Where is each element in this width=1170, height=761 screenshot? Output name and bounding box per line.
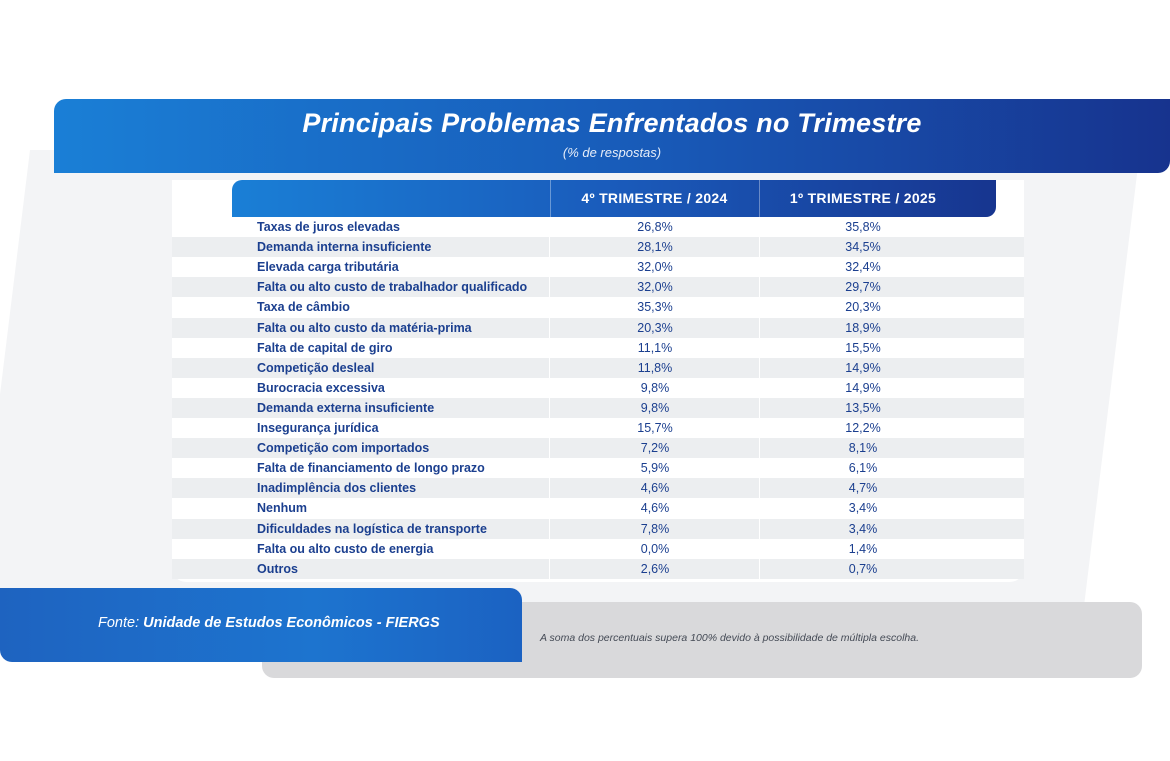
value-2024: 9,8% [640, 380, 670, 395]
value-2025: 8,1% [848, 441, 878, 456]
column-header-2025: 1º TRIMESTRE / 2025 [789, 190, 937, 206]
source-name: Unidade de Estudos Econômicos - FIERGS [143, 615, 440, 631]
value-2024: 9,8% [640, 400, 670, 415]
header-divider [550, 180, 551, 217]
row-label: Taxas de juros elevadas [257, 220, 400, 234]
value-2025: 4,7% [848, 481, 878, 496]
value-2024: 32,0% [637, 280, 673, 295]
value-2025: 35,8% [845, 220, 881, 234]
value-2024: 20,3% [637, 320, 673, 335]
row-label: Inadimplência dos clientes [257, 481, 417, 496]
value-2024: 11,1% [637, 340, 673, 355]
value-2025: 6,1% [848, 461, 878, 476]
source-prefix: Fonte: [98, 615, 144, 631]
row-label: Competição com importados [257, 441, 430, 456]
value-2024: 7,2% [640, 441, 670, 456]
column-divider [549, 217, 550, 582]
value-2025: 13,5% [845, 400, 881, 415]
header-divider [759, 180, 760, 217]
value-2024: 35,3% [637, 300, 673, 315]
value-2024: 4,6% [640, 501, 670, 516]
value-2025: 3,4% [848, 521, 878, 536]
row-label: Dificuldades na logística de transporte [257, 521, 487, 536]
value-2025: 32,4% [845, 260, 881, 275]
row-label: Elevada carga tributária [257, 260, 399, 275]
value-2025: 18,9% [845, 320, 881, 335]
value-2025: 3,4% [848, 501, 878, 516]
row-label: Taxa de câmbio [257, 300, 350, 315]
value-2024: 28,1% [637, 240, 673, 255]
value-2024: 5,9% [640, 461, 670, 476]
value-2025: 20,3% [845, 300, 881, 315]
value-2025: 29,7% [845, 280, 881, 295]
value-2024: 15,7% [637, 421, 673, 435]
chart-subtitle: (% de respostas) [562, 145, 662, 160]
column-header-2024: 4º TRIMESTRE / 2024 [581, 190, 728, 206]
row-label: Competição desleal [257, 360, 375, 375]
row-label: Demanda interna insuficiente [257, 240, 432, 255]
value-2024: 0,0% [640, 541, 670, 556]
value-2024: 26,8% [637, 220, 673, 234]
footnote: A soma dos percentuais supera 100% devido à possibilidade de múltipla escolha. [540, 632, 920, 644]
value-2025: 34,5% [845, 240, 881, 255]
row-label: Burocracia excessiva [257, 380, 385, 395]
row-label: Falta ou alto custo de trabalhador qualificado [257, 280, 528, 295]
row-label: Insegurança jurídica [257, 421, 379, 435]
row-label: Falta de financiamento de longo prazo [257, 461, 485, 476]
value-2025: 0,7% [848, 561, 878, 576]
row-label: Falta ou alto custo de energia [257, 541, 434, 556]
value-2025: 14,9% [845, 380, 881, 395]
source-text [98, 615, 440, 631]
value-2025: 14,9% [845, 360, 881, 375]
value-2025: 15,5% [845, 340, 881, 355]
value-2024: 32,0% [637, 260, 673, 275]
row-label: Outros [257, 561, 298, 576]
value-2025: 1,4% [848, 541, 878, 556]
row-label: Falta de capital de giro [257, 340, 393, 355]
column-divider [759, 217, 760, 582]
chart-title: Principais Problemas Enfrentados no Trimestre [302, 108, 922, 138]
value-2024: 2,6% [640, 561, 670, 576]
value-2025: 12,2% [845, 421, 881, 435]
row-label: Falta ou alto custo da matéria-prima [257, 320, 472, 335]
value-2024: 4,6% [640, 481, 670, 496]
value-2024: 7,8% [640, 521, 670, 536]
row-label: Demanda externa insuficiente [257, 400, 435, 415]
row-label: Nenhum [257, 501, 307, 516]
value-2024: 11,8% [637, 360, 673, 375]
